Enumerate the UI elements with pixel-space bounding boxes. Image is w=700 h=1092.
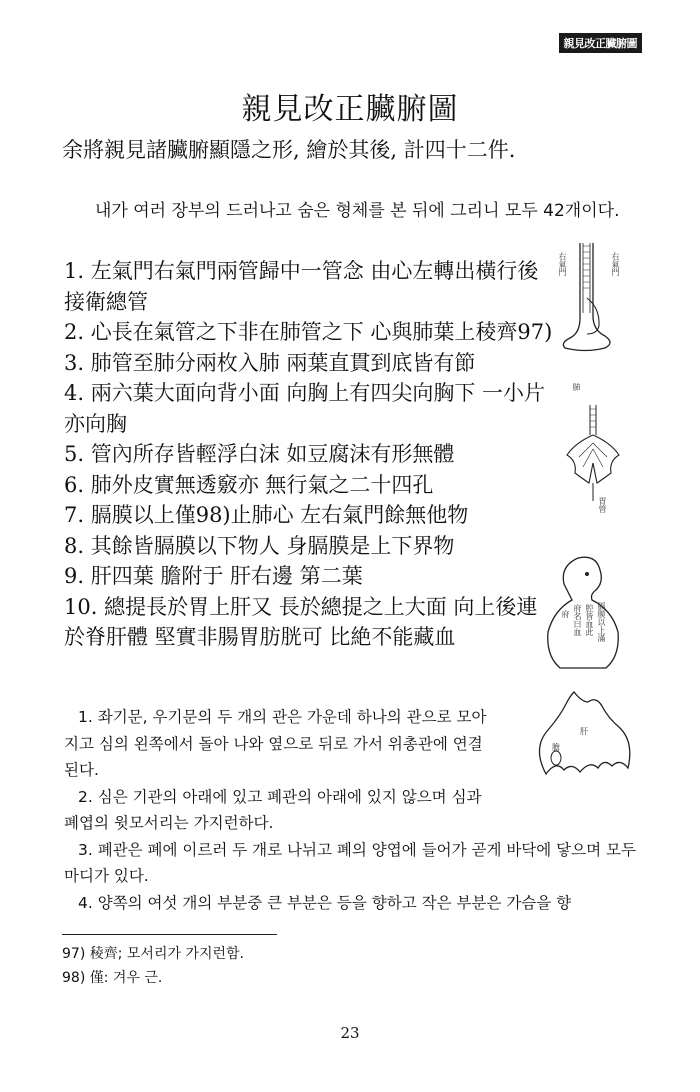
classical-item: 10. 總提長於胃上肝又 長於總提之上大面 向上後連於脊肝體 堅實非腸胃肪胱可 比絶不能藏血 <box>64 594 538 649</box>
classical-item: 3. 肺管至肺分兩枚入肺 兩葉直貫到底皆有節 <box>64 350 476 375</box>
korean-item: 3. 폐관은 폐에 이르러 두 개로 나뉘고 폐의 양엽에 들어가 곧게 바닥에 닿으며 모두 마디가 있다. <box>64 840 636 885</box>
figure-label: 肝 <box>580 727 588 736</box>
figure-label: 膈膜以上滿 <box>597 602 606 642</box>
classical-item: 1. 左氣門右氣門兩管歸中一管念 由心左轉出橫行後接衛總管 <box>64 259 539 314</box>
figure-label: 右氣門 <box>611 252 620 276</box>
footnote-divider <box>62 934 277 935</box>
classical-item: 6. 肺外皮實無透竅亦 無行氣之二十四孔 <box>64 472 434 497</box>
running-header: 親見改正臟腑圖 <box>559 33 643 53</box>
figure-label: 腔皆血此 <box>585 604 594 636</box>
page-number: 23 <box>340 1024 360 1042</box>
korean-item: 2. 심은 기관의 아래에 있고 폐관의 아래에 있지 않으며 심과 폐엽의 윗모서리는 가지런하다. <box>64 787 482 832</box>
figure-lung-illustration <box>563 383 623 523</box>
intro-korean-text: 내가 여러 장부의 드러나고 숨은 형체를 본 뒤에 그리니 모두 42개이다. <box>95 201 620 221</box>
korean-item-list <box>64 704 644 916</box>
figure-label: 府 <box>561 610 570 618</box>
korean-item: 4. 양쪽의 여섯 개의 부분중 큰 부분은 등을 향하고 작은 부분은 가슴을 향 <box>78 893 572 912</box>
classical-item: 5. 管內所存皆輕浮白沫 如豆腐沫有形無體 <box>64 442 455 466</box>
classical-item: 7. 膈膜以上僅98)止肺心 左右氣門餘無他物 <box>64 503 469 527</box>
figure-label: 府名曰血 <box>573 604 582 636</box>
figure-label: 右氣門 <box>558 252 567 276</box>
figure-label: 肺 <box>572 383 581 391</box>
page-title: 親見改正臟腑圖 <box>241 92 459 127</box>
figure-torso-illustration <box>538 552 636 672</box>
classical-item: 2. 心長在氣管之下非在肺管之下 心與肺葉上稜齊97) <box>64 320 553 344</box>
figure-label: 膽 <box>552 743 560 752</box>
korean-item: 1. 좌기문, 우기문의 두 개의 관은 가운데 하나의 관으로 모아지고 심의 왼쪽에서 돌아 나와 옆으로 뒤로 가서 위총관에 연결된다. <box>64 708 487 779</box>
footnotes <box>62 942 244 990</box>
classical-item: 4. 兩六葉大面向背小面 向胸上有四尖向胸下 一小片亦向胸 <box>64 381 546 436</box>
classical-item: 9. 肝四葉 膽附于 肝右邊 第二葉 <box>64 564 363 588</box>
classical-item-list <box>64 256 554 653</box>
footnote: 98) 僅: 겨우 근. <box>62 970 163 986</box>
footnote: 97) 稜齊; 모서리가 가지런함. <box>62 946 244 962</box>
intro-classical-text: 余將親見諸臟腑顯隱之形, 繪於其後, 計四十二件. <box>62 138 516 162</box>
figure-label: 胃管 <box>598 497 607 513</box>
figure-qi-gates-illustration <box>555 238 625 353</box>
classical-item: 8. 其餘皆膈膜以下物人 身膈膜是上下界物 <box>64 533 455 558</box>
